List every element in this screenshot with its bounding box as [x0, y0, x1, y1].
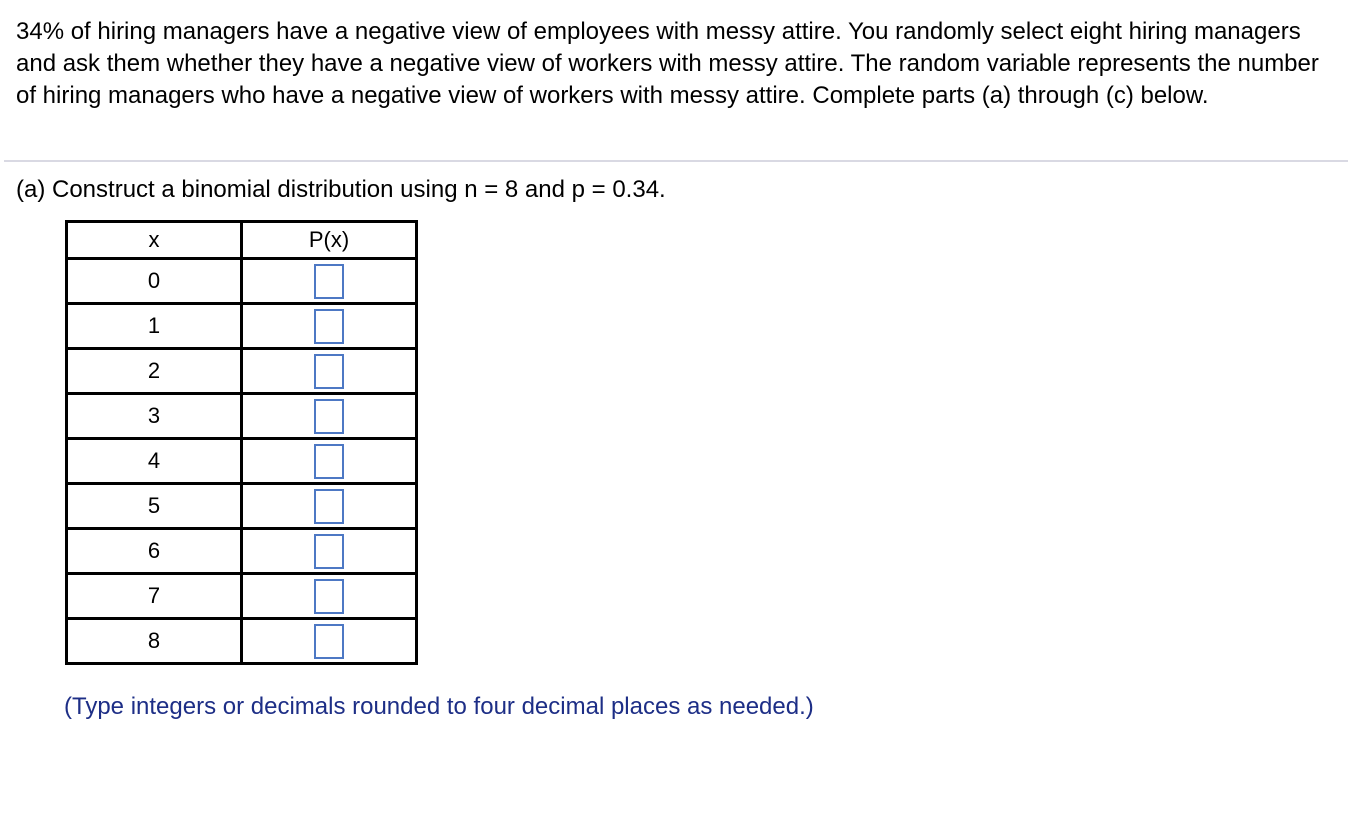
section-divider: [4, 160, 1348, 162]
header-px: P(x): [242, 222, 417, 259]
px-input-1[interactable]: [314, 309, 344, 344]
part-a-prompt: (a) Construct a binomial distribution using n = 8 and p = 0.34.: [16, 176, 666, 203]
table-row: [67, 574, 417, 619]
question-text: 34% of hiring managers have a negative view of employees with messy attire. You randomly select eight hiring managers and ask them whether they have a negative view of workers with messy attire. The random variable represents the number of hiring managers who have a negative view of workers with messy attire. Complete parts (a) through (c) below.: [16, 18, 1319, 109]
table-row: [67, 349, 417, 394]
x-value: 5: [67, 484, 242, 529]
px-cell: [242, 574, 417, 619]
px-input-6[interactable]: [314, 534, 344, 569]
px-input-2[interactable]: [314, 354, 344, 389]
table-row: [67, 529, 417, 574]
x-value: 7: [67, 574, 242, 619]
px-input-0[interactable]: [314, 264, 344, 299]
table-header-row: [67, 222, 417, 259]
table-row: [67, 259, 417, 304]
x-value: 0: [67, 259, 242, 304]
px-input-8[interactable]: [314, 624, 344, 659]
x-value: 8: [67, 619, 242, 664]
binomial-distribution-table: [65, 220, 418, 665]
table-row: [67, 304, 417, 349]
x-value: 2: [67, 349, 242, 394]
px-input-3[interactable]: [314, 399, 344, 434]
header-x: x: [67, 222, 242, 259]
x-value: 3: [67, 394, 242, 439]
x-value: 1: [67, 304, 242, 349]
px-input-5[interactable]: [314, 489, 344, 524]
x-value: 4: [67, 439, 242, 484]
x-value: 6: [67, 529, 242, 574]
px-cell: [242, 619, 417, 664]
px-input-7[interactable]: [314, 579, 344, 614]
table-row: [67, 619, 417, 664]
px-cell: [242, 484, 417, 529]
px-cell: [242, 349, 417, 394]
answer-format-note: (Type integers or decimals rounded to four decimal places as needed.): [64, 693, 814, 720]
table-row: [67, 439, 417, 484]
px-cell: [242, 394, 417, 439]
px-cell: [242, 529, 417, 574]
table-row: [67, 484, 417, 529]
px-cell: [242, 439, 417, 484]
px-cell: [242, 304, 417, 349]
table-row: [67, 394, 417, 439]
px-input-4[interactable]: [314, 444, 344, 479]
px-cell: [242, 259, 417, 304]
